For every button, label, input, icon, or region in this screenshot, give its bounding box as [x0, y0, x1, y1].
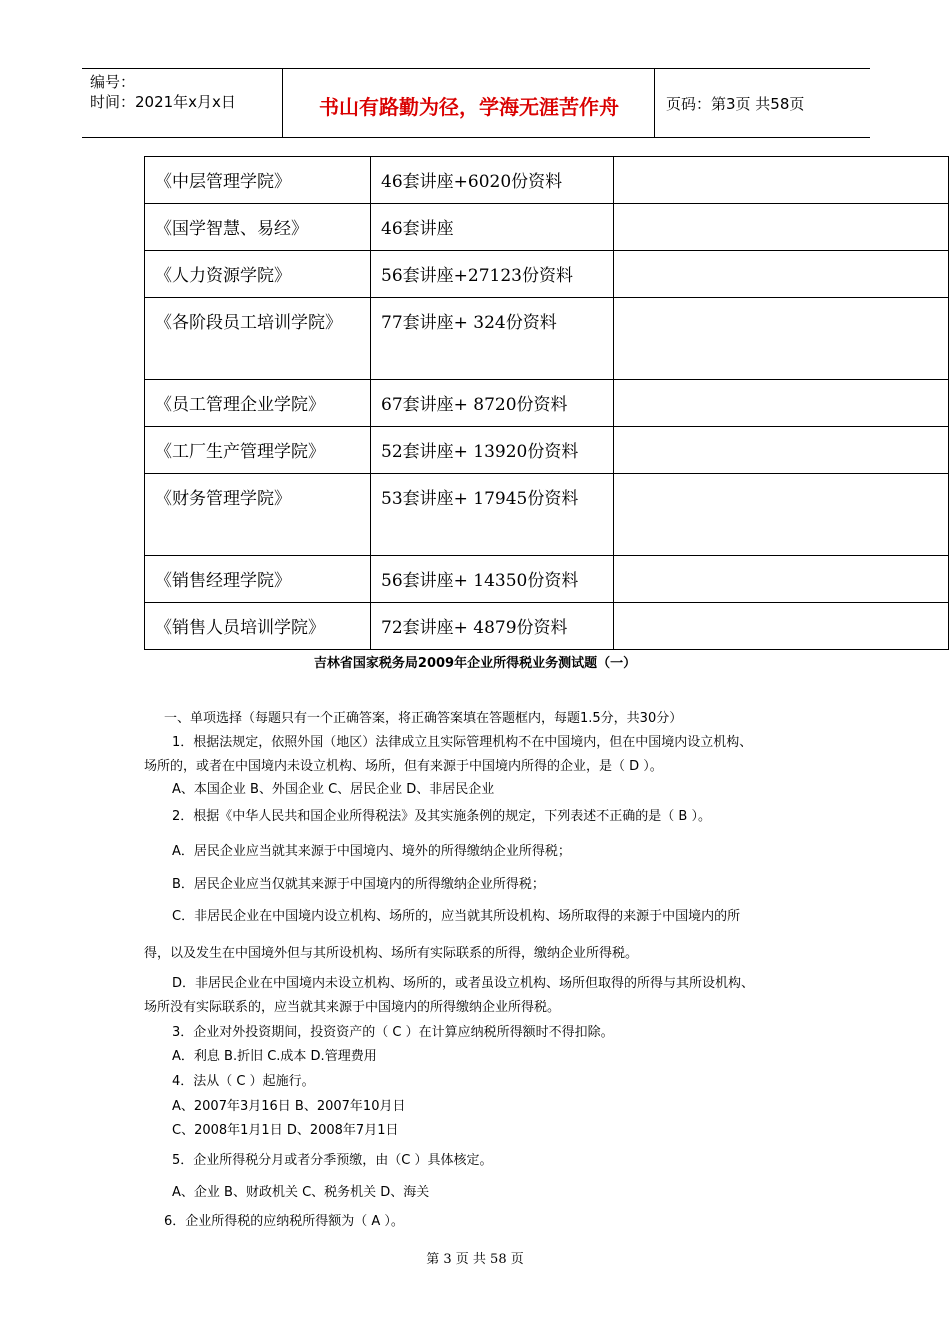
- table-cell-name: 《各阶段员工培训学院》: [145, 298, 371, 380]
- number-label: 编号：: [90, 73, 136, 91]
- answer-option: 得，以及发生在中国境外但与其所设机构、场所有实际联系的所得，缴纳企业所得税。: [144, 946, 639, 961]
- table-cell-note: [614, 157, 949, 204]
- table-row: [145, 251, 949, 298]
- section-heading: 一、单项选择（每题只有一个正确答案，将正确答案填在答题框内，每题1.5分，共30分）: [164, 711, 683, 726]
- page-footer: 第 3 页 共 58 页: [426, 1252, 524, 1267]
- table-row: [145, 380, 949, 427]
- table-cell-name: 《销售人员培训学院》: [145, 603, 371, 650]
- answer-option: C．非居民企业在中国境内设立机构、场所的，应当就其所设机构、场所取得的来源于中国境内的所: [172, 909, 741, 924]
- table-cell-name: 《财务管理学院》: [145, 474, 371, 556]
- answer-option: A．居民企业应当就其来源于中国境内、境外的所得缴纳企业所得税；: [172, 844, 571, 859]
- header-meta: [90, 72, 236, 112]
- exam-title: 吉林省国家税务局2009年企业所得税业务测试题（一）: [313, 656, 637, 671]
- table-cell-content: 56套讲座+ 14350份资料: [371, 556, 614, 603]
- answer-option: B．居民企业应当仅就其来源于中国境内的所得缴纳企业所得税；: [172, 877, 545, 892]
- question-text: 2．根据《中华人民共和国企业所得税法》及其实施条例的规定，下列表述不正确的是（ B ）。: [172, 809, 711, 824]
- table-cell-name: 《国学智慧、易经》: [145, 204, 371, 251]
- table-row: [145, 157, 949, 204]
- question-text: 4．法从（ C ）起施行。: [172, 1074, 315, 1089]
- table-cell-content: 46套讲座: [371, 204, 614, 251]
- question-text: 3．企业对外投资期间，投资资产的（ C ）在计算应纳税所得额时不得扣除。: [172, 1025, 614, 1040]
- page-header: [82, 68, 870, 138]
- table-cell-content: 72套讲座+ 4879份资料: [371, 603, 614, 650]
- table-cell-note: [614, 380, 949, 427]
- answer-option: 场所没有实际联系的，应当就其来源于中国境内的所得缴纳企业所得税。: [144, 1000, 561, 1015]
- table-cell-content: 67套讲座+ 8720份资料: [371, 380, 614, 427]
- table-row: [145, 556, 949, 603]
- question-text: 6．企业所得税的应纳税所得额为（ A ）。: [164, 1214, 404, 1229]
- table-cell-content: 52套讲座+ 13920份资料: [371, 427, 614, 474]
- table-cell-name: 《中层管理学院》: [145, 157, 371, 204]
- header-page-info: 页码：第3页 共58页: [666, 95, 805, 113]
- table-cell-name: 《人力资源学院》: [145, 251, 371, 298]
- table-cell-note: [614, 298, 949, 380]
- table-cell-content: 77套讲座+ 324份资料: [371, 298, 614, 380]
- table-cell-note: [614, 556, 949, 603]
- table-row: [145, 427, 949, 474]
- table-cell-note: [614, 251, 949, 298]
- table-row: [145, 603, 949, 650]
- answer-options: A、企业 B、财政机关 C、税务机关 D、海关: [172, 1185, 430, 1200]
- question-text: 5．企业所得税分月或者分季预缴，由（C ）具体核定。: [172, 1153, 493, 1168]
- table-cell-name: 《工厂生产管理学院》: [145, 427, 371, 474]
- table-cell-note: [614, 204, 949, 251]
- header-motto: 书山有路勤为径，学海无涯苦作舟: [319, 95, 619, 119]
- table-row: [145, 474, 949, 556]
- table-cell-note: [614, 474, 949, 556]
- table-cell-content: 46套讲座+6020份资料: [371, 157, 614, 204]
- table-cell-note: [614, 603, 949, 650]
- question-text: 场所的，或者在中国境内未设立机构、场所，但有来源于中国境内所得的企业，是（ D ）。: [144, 759, 663, 774]
- answer-options: A、2007年3月16日 B、2007年10月日: [172, 1099, 406, 1114]
- table-cell-content: 56套讲座+27123份资料: [371, 251, 614, 298]
- table-cell-name: 《销售经理学院》: [145, 556, 371, 603]
- table-cell-content: 53套讲座+ 17945份资料: [371, 474, 614, 556]
- table-row: [145, 204, 949, 251]
- date-label: 时间：2021年x月x日: [90, 93, 236, 111]
- resource-table: [144, 156, 949, 650]
- answer-option: D．非居民企业在中国境内未设立机构、场所的，或者虽设立机构、场所但取得的所得与其所设机构、: [172, 976, 755, 991]
- table-row: [145, 298, 949, 380]
- table-cell-note: [614, 427, 949, 474]
- question-text: 1．根据法规定，依照外国（地区）法律成立且实际管理机构不在中国境内，但在中国境内设立机构、: [172, 735, 753, 750]
- table-cell-name: 《员工管理企业学院》: [145, 380, 371, 427]
- answer-options: A、本国企业 B、外国企业 C、居民企业 D、非居民企业: [172, 782, 495, 797]
- answer-options: C、2008年1月1日 D、2008年7月1日: [172, 1123, 399, 1138]
- answer-options: A．利息 B.折旧 C.成本 D.管理费用: [172, 1049, 377, 1064]
- header-divider: [654, 69, 655, 137]
